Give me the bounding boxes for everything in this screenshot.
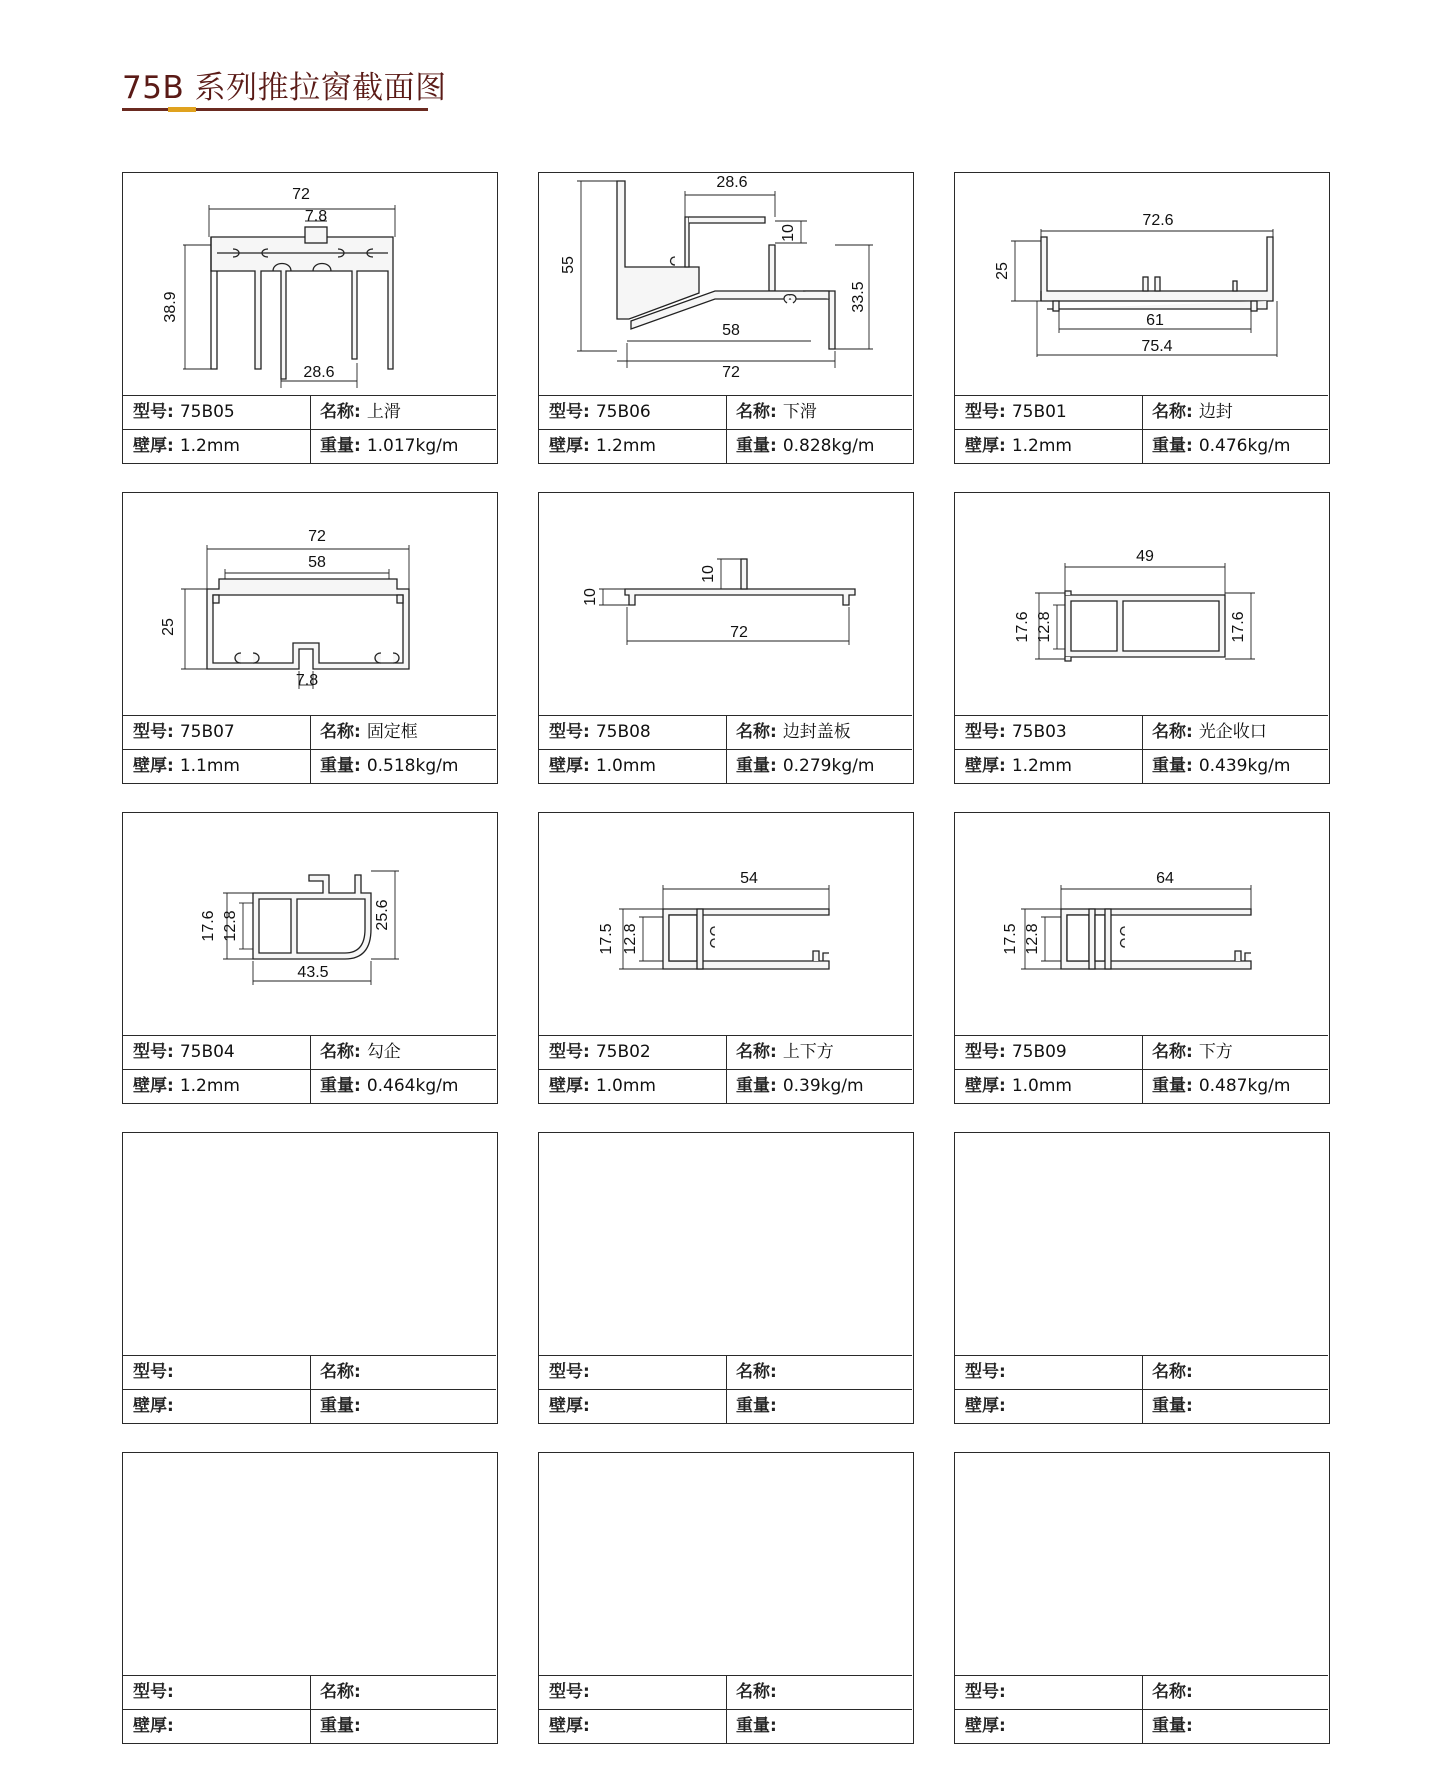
- name-label: 名称:: [1152, 402, 1193, 422]
- profile-75b01-drawing: [955, 173, 1328, 395]
- model-value: 75B03: [1011, 722, 1067, 742]
- model-value: 75B06: [595, 402, 651, 422]
- model-label: 型号:: [965, 1042, 1006, 1062]
- model-label: 型号:: [133, 1042, 174, 1062]
- profile-card-75b03: [954, 492, 1330, 784]
- name-label: 名称:: [1152, 722, 1193, 742]
- dim-label: 72: [292, 186, 310, 203]
- name-value: 光企收口: [1198, 722, 1267, 742]
- dim-label: 55: [560, 256, 577, 274]
- dim-label: 25.6: [374, 899, 391, 931]
- section-drawing: [539, 813, 912, 1035]
- name-label: 名称:: [320, 1362, 361, 1382]
- model-label: 型号:: [965, 402, 1006, 422]
- weight-value: 0.487kg/m: [1198, 1076, 1291, 1096]
- profile-75b02-drawing: [539, 813, 912, 1035]
- weight-value: 0.828kg/m: [782, 436, 875, 456]
- thickness-label: 壁厚:: [965, 1396, 1006, 1416]
- dim-label: 7.8: [295, 672, 319, 689]
- weight-label: 重量:: [1152, 1396, 1193, 1416]
- weight-label: 重量:: [320, 436, 361, 456]
- name-label: 名称:: [736, 1362, 777, 1382]
- section-drawing: [955, 493, 1328, 715]
- thickness-label: 壁厚:: [965, 1716, 1006, 1736]
- thickness-label: 壁厚:: [133, 436, 174, 456]
- section-drawing: [955, 1453, 1328, 1675]
- dim-label: 61: [1146, 312, 1164, 329]
- profile-card-empty: [122, 1132, 498, 1424]
- dim-label: 33.5: [850, 281, 867, 313]
- weight-value: 0.39kg/m: [782, 1076, 864, 1096]
- profile-card-75b08: [538, 492, 914, 784]
- name-label: 名称:: [320, 402, 361, 422]
- thickness-label: 壁厚:: [549, 1716, 590, 1736]
- name-value: 上下方: [782, 1042, 834, 1062]
- name-label: 名称:: [1152, 1042, 1193, 1062]
- thickness-value: 1.1mm: [179, 756, 240, 776]
- dim-label: 12.8: [622, 923, 639, 955]
- model-label: 型号:: [549, 1042, 590, 1062]
- weight-label: 重量:: [320, 756, 361, 776]
- thickness-value: 1.2mm: [595, 436, 656, 456]
- weight-value: 1.017kg/m: [366, 436, 459, 456]
- dim-label: 58: [308, 554, 326, 571]
- name-label: 名称:: [736, 1042, 777, 1062]
- profile-card-empty: [954, 1452, 1330, 1744]
- profile-card-75b07: [122, 492, 498, 784]
- thickness-label: 壁厚:: [549, 1396, 590, 1416]
- model-label: 型号:: [549, 722, 590, 742]
- dim-label: 12.8: [1036, 611, 1053, 643]
- page-title: 75B 系列推拉窗截面图: [122, 70, 447, 106]
- dim-label: 10: [780, 224, 797, 242]
- dim-label: 72: [722, 364, 740, 381]
- weight-value: 0.476kg/m: [1198, 436, 1291, 456]
- profile-75b08-drawing: [539, 493, 912, 715]
- name-label: 名称:: [1152, 1682, 1193, 1702]
- name-value: 边封: [1198, 402, 1233, 422]
- model-label: 型号:: [549, 1682, 590, 1702]
- weight-label: 重量:: [736, 1076, 777, 1096]
- section-drawing: [123, 1453, 496, 1675]
- dim-label: 12.8: [222, 910, 239, 942]
- spec-table: [123, 395, 496, 462]
- weight-label: 重量:: [1152, 1076, 1193, 1096]
- section-drawing: [955, 173, 1328, 395]
- thickness-value: 1.0mm: [1011, 1076, 1072, 1096]
- profile-75b05-drawing: [123, 173, 496, 395]
- weight-label: 重量:: [1152, 1716, 1193, 1736]
- spec-table: [539, 395, 912, 462]
- thickness-label: 壁厚:: [549, 1076, 590, 1096]
- model-value: 75B04: [179, 1042, 235, 1062]
- dim-label: 17.5: [598, 923, 615, 955]
- section-drawing: [123, 1133, 496, 1355]
- dim-label: 7.8: [304, 208, 328, 225]
- thickness-label: 壁厚:: [965, 436, 1006, 456]
- profile-card-75b05: [122, 172, 498, 464]
- name-label: 名称:: [736, 1682, 777, 1702]
- dim-label: 28.6: [716, 174, 748, 191]
- spec-table: [123, 1355, 496, 1422]
- name-value: 勾企: [366, 1042, 401, 1062]
- profile-card-75b02: [538, 812, 914, 1104]
- section-drawing: [539, 493, 912, 715]
- dim-label: 17.6: [1014, 611, 1031, 643]
- dim-label: 12.8: [1024, 923, 1041, 955]
- spec-table: [955, 1675, 1328, 1742]
- section-drawing: [123, 493, 496, 715]
- profile-card-empty: [122, 1452, 498, 1744]
- model-label: 型号:: [133, 1682, 174, 1702]
- thickness-value: 1.0mm: [595, 756, 656, 776]
- weight-value: 0.439kg/m: [1198, 756, 1291, 776]
- spec-table: [123, 715, 496, 782]
- dim-label: 25: [994, 262, 1011, 280]
- profile-card-empty: [538, 1132, 914, 1424]
- profile-card-empty: [954, 1132, 1330, 1424]
- dim-label: 72: [730, 624, 748, 641]
- model-label: 型号:: [549, 402, 590, 422]
- name-label: 名称:: [320, 1042, 361, 1062]
- model-value: 75B01: [1011, 402, 1067, 422]
- dim-label: 17.6: [200, 910, 217, 942]
- thickness-label: 壁厚:: [133, 756, 174, 776]
- dim-label: 64: [1156, 870, 1174, 887]
- profile-card-75b04: [122, 812, 498, 1104]
- name-value: 下方: [1198, 1042, 1233, 1062]
- name-label: 名称:: [736, 402, 777, 422]
- spec-table: [539, 1035, 912, 1102]
- profile-card-75b09: [954, 812, 1330, 1104]
- thickness-value: 1.2mm: [179, 1076, 240, 1096]
- section-drawing: [123, 813, 496, 1035]
- profile-card-75b01: [954, 172, 1330, 464]
- spec-table: [539, 1355, 912, 1422]
- spec-table: [955, 1355, 1328, 1422]
- spec-table: [539, 1675, 912, 1742]
- weight-label: 重量:: [1152, 756, 1193, 776]
- thickness-label: 壁厚:: [549, 756, 590, 776]
- name-label: 名称:: [1152, 1362, 1193, 1382]
- section-drawing: [539, 1453, 912, 1675]
- name-value: 下滑: [782, 402, 817, 422]
- name-value: 上滑: [366, 402, 401, 422]
- spec-table: [123, 1675, 496, 1742]
- model-value: 75B09: [1011, 1042, 1067, 1062]
- dim-label: 49: [1136, 548, 1154, 565]
- model-value: 75B02: [595, 1042, 651, 1062]
- thickness-label: 壁厚:: [549, 436, 590, 456]
- weight-label: 重量:: [320, 1396, 361, 1416]
- name-value: 边封盖板: [782, 722, 851, 742]
- thickness-label: 壁厚:: [133, 1396, 174, 1416]
- thickness-value: 1.0mm: [595, 1076, 656, 1096]
- name-value: 固定框: [366, 722, 418, 742]
- dim-label: 75.4: [1141, 338, 1173, 355]
- profile-card-75b06: [538, 172, 914, 464]
- dim-label: 58: [722, 322, 740, 339]
- section-drawing: [955, 1133, 1328, 1355]
- model-value: 75B08: [595, 722, 651, 742]
- dim-label: 54: [740, 870, 758, 887]
- model-label: 型号:: [965, 1362, 1006, 1382]
- spec-table: [539, 715, 912, 782]
- spec-table: [955, 1035, 1328, 1102]
- spec-table: [955, 715, 1328, 782]
- weight-value: 0.518kg/m: [366, 756, 459, 776]
- dim-label: 72: [308, 528, 326, 545]
- section-drawing: [955, 813, 1328, 1035]
- weight-label: 重量:: [1152, 436, 1193, 456]
- weight-value: 0.464kg/m: [366, 1076, 459, 1096]
- thickness-value: 1.2mm: [179, 436, 240, 456]
- weight-value: 0.279kg/m: [782, 756, 875, 776]
- weight-label: 重量:: [320, 1076, 361, 1096]
- name-label: 名称:: [320, 1682, 361, 1702]
- weight-label: 重量:: [736, 1396, 777, 1416]
- dim-label: 17.6: [1230, 611, 1247, 643]
- section-drawing: [539, 1133, 912, 1355]
- model-label: 型号:: [133, 1362, 174, 1382]
- dim-label: 10: [582, 588, 599, 606]
- dim-label: 38.9: [162, 291, 179, 323]
- model-label: 型号:: [133, 402, 174, 422]
- profile-75b07-drawing: [123, 493, 496, 715]
- name-label: 名称:: [736, 722, 777, 742]
- profile-75b09-drawing: [955, 813, 1328, 1035]
- spec-table: [123, 1035, 496, 1102]
- dim-label: 10: [700, 565, 717, 583]
- profile-75b04-drawing: [123, 813, 496, 1035]
- weight-label: 重量:: [736, 436, 777, 456]
- model-label: 型号:: [133, 722, 174, 742]
- section-drawing: [123, 173, 496, 395]
- model-value: 75B07: [179, 722, 235, 742]
- model-value: 75B05: [179, 402, 235, 422]
- dim-label: 28.6: [303, 364, 335, 381]
- thickness-label: 壁厚:: [965, 756, 1006, 776]
- weight-label: 重量:: [736, 756, 777, 776]
- dim-label: 72.6: [1142, 212, 1174, 229]
- model-label: 型号:: [965, 1682, 1006, 1702]
- spec-table: [955, 395, 1328, 462]
- title-accent-mark: [168, 107, 196, 112]
- profile-75b03-drawing: [955, 493, 1328, 715]
- thickness-label: 壁厚:: [965, 1076, 1006, 1096]
- thickness-value: 1.2mm: [1011, 756, 1072, 776]
- profile-card-empty: [538, 1452, 914, 1744]
- weight-label: 重量:: [736, 1716, 777, 1736]
- weight-label: 重量:: [320, 1716, 361, 1736]
- model-label: 型号:: [965, 722, 1006, 742]
- name-label: 名称:: [320, 722, 361, 742]
- thickness-label: 壁厚:: [133, 1076, 174, 1096]
- profile-75b06-drawing: [539, 173, 912, 395]
- dim-label: 43.5: [297, 964, 329, 981]
- dim-label: 17.5: [1002, 923, 1019, 955]
- section-drawing: [539, 173, 912, 395]
- dim-label: 25: [160, 618, 177, 636]
- thickness-label: 壁厚:: [133, 1716, 174, 1736]
- model-label: 型号:: [549, 1362, 590, 1382]
- thickness-value: 1.2mm: [1011, 436, 1072, 456]
